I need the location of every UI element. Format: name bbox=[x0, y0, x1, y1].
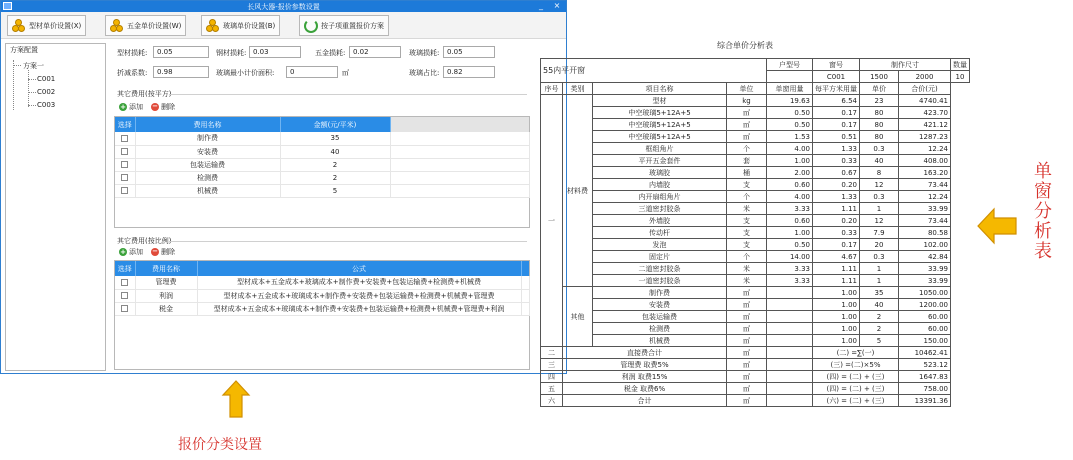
item-total: 33.99 bbox=[899, 275, 951, 287]
item-price: 20 bbox=[860, 239, 899, 251]
col-header: 合价(元) bbox=[899, 83, 951, 95]
summary-name: 管理费 取费5% bbox=[563, 359, 727, 371]
fees-area-add-button[interactable]: + 添加 bbox=[120, 103, 143, 111]
table-row[interactable]: 管理费 型材成本+五金成本+玻璃成本+制作费+安装费+包装运输费+检测费+机械费 bbox=[115, 276, 529, 289]
item-total: 80.58 bbox=[899, 227, 951, 239]
item-unit: 套 bbox=[727, 155, 767, 167]
item-name: 平开五金套件 bbox=[593, 155, 727, 167]
item-unit: ㎡ bbox=[727, 107, 767, 119]
seq-cell: 四 bbox=[541, 371, 563, 383]
item-per: 1.11 bbox=[813, 275, 860, 287]
item-unit: 个 bbox=[727, 191, 767, 203]
item-per: 1.11 bbox=[813, 203, 860, 215]
discount-input[interactable] bbox=[153, 66, 209, 78]
other-fee-row bbox=[541, 335, 970, 347]
item-total: 1200.00 bbox=[899, 299, 951, 311]
item-use: 0.50 bbox=[767, 239, 813, 251]
table-row[interactable]: 包装运输费 2 bbox=[115, 158, 529, 171]
material-row bbox=[541, 119, 970, 131]
profile-loss-label: 型材损耗: bbox=[117, 49, 148, 57]
h-code: 窗号 bbox=[813, 59, 860, 71]
arrow-up-icon bbox=[221, 379, 251, 419]
h-size: 制作尺寸 bbox=[860, 59, 951, 71]
item-price: 2 bbox=[860, 311, 899, 323]
row-checkbox[interactable] bbox=[121, 174, 128, 181]
item-per: 0.20 bbox=[813, 179, 860, 191]
item-use: 0.60 bbox=[767, 215, 813, 227]
fees-ratio-add-button[interactable]: + 添加 bbox=[120, 248, 143, 256]
summary-row bbox=[541, 359, 970, 371]
qty-value: 10 bbox=[951, 71, 970, 83]
summary-unit: ㎡ bbox=[727, 347, 767, 359]
fees-ratio-title: 其它费用(按比例) bbox=[117, 237, 172, 245]
item-name: 发泡 bbox=[593, 239, 727, 251]
material-row bbox=[541, 215, 970, 227]
plus-icon: + bbox=[120, 248, 126, 256]
plus-icon: + bbox=[120, 103, 126, 111]
summary-formula: (四) = (二) + (三) bbox=[813, 383, 899, 395]
annotation-single-window-analysis: 单窗分析表 bbox=[1034, 161, 1052, 262]
scheme-tree bbox=[5, 43, 106, 371]
seq-cell: 五 bbox=[541, 383, 563, 395]
summary-total: 1647.83 bbox=[899, 371, 951, 383]
fees-area-title: 其它费用(按平方) bbox=[117, 90, 172, 98]
item-price: 40 bbox=[860, 155, 899, 167]
item-price: 1 bbox=[860, 275, 899, 287]
item-total: 421.12 bbox=[899, 119, 951, 131]
item-name: 传动杆 bbox=[593, 227, 727, 239]
tree-node-c001[interactable]: C001 bbox=[37, 75, 56, 83]
col-header: 单位 bbox=[727, 83, 767, 95]
minus-icon: − bbox=[152, 247, 158, 255]
item-price: 80 bbox=[860, 131, 899, 143]
item-per: 1.33 bbox=[813, 143, 860, 155]
item-per: 4.67 bbox=[813, 251, 860, 263]
summary-row bbox=[541, 371, 970, 383]
summary-empty bbox=[767, 347, 813, 359]
hardware-loss-label: 五金损耗: bbox=[315, 49, 346, 57]
window-name: 55内平开窗 bbox=[541, 59, 767, 83]
summary-formula: (三) =(二)×5% bbox=[813, 359, 899, 371]
material-row bbox=[541, 251, 970, 263]
item-name: 二道密封胶条 bbox=[593, 263, 727, 275]
material-row bbox=[541, 131, 970, 143]
item-name: 中空玻璃5+12A+5 bbox=[593, 119, 727, 131]
item-total: 150.00 bbox=[899, 335, 951, 347]
item-per: 6.54 bbox=[813, 95, 860, 107]
item-unit: ㎡ bbox=[727, 311, 767, 323]
item-name: 中空玻璃5+12A+5 bbox=[593, 107, 727, 119]
item-name: 安装费 bbox=[593, 299, 727, 311]
minimize-button[interactable]: _ bbox=[539, 1, 543, 10]
item-use: 4.00 bbox=[767, 143, 813, 155]
item-per: 0.20 bbox=[813, 215, 860, 227]
item-unit: 米 bbox=[727, 263, 767, 275]
item-total: 1050.00 bbox=[899, 287, 951, 299]
material-row bbox=[541, 263, 970, 275]
material-row bbox=[541, 107, 970, 119]
row-checkbox[interactable] bbox=[121, 305, 128, 312]
coins-icon bbox=[110, 19, 124, 33]
item-use: 1.00 bbox=[767, 155, 813, 167]
item-total: 12.24 bbox=[899, 143, 951, 155]
other-fee-row bbox=[541, 311, 970, 323]
summary-empty bbox=[767, 359, 813, 371]
item-price: 1 bbox=[860, 263, 899, 275]
item-price: 23 bbox=[860, 95, 899, 107]
item-price: 40 bbox=[860, 299, 899, 311]
profile-loss-input[interactable] bbox=[153, 46, 209, 58]
fees-area-grid bbox=[114, 116, 530, 228]
item-use: 0.50 bbox=[767, 107, 813, 119]
item-price: 7.9 bbox=[860, 227, 899, 239]
summary-empty bbox=[767, 395, 813, 407]
tree-node-c003[interactable]: C003 bbox=[37, 101, 56, 109]
item-total: 4740.41 bbox=[899, 95, 951, 107]
item-per: 1.00 bbox=[813, 335, 860, 347]
col-select: 选择 bbox=[115, 261, 135, 276]
summary-total: 10462.41 bbox=[899, 347, 951, 359]
item-per: 0.33 bbox=[813, 227, 860, 239]
coins-icon bbox=[12, 19, 26, 33]
fees-ratio-grid bbox=[114, 260, 530, 370]
width-value: 1500 bbox=[860, 71, 899, 83]
table-row[interactable]: 利润 型材成本+五金成本+玻璃成本+制作费+安装费+包装运输费+检测费+机械费+管理费 bbox=[115, 289, 529, 302]
col-header: 单窗用量 bbox=[767, 83, 813, 95]
report-title: 综合单价分析表 bbox=[717, 41, 773, 50]
item-use: 2.00 bbox=[767, 167, 813, 179]
item-total: 42.84 bbox=[899, 251, 951, 263]
height-value: 2000 bbox=[899, 71, 951, 83]
item-per: 0.17 bbox=[813, 239, 860, 251]
item-unit: ㎡ bbox=[727, 287, 767, 299]
minus-icon: − bbox=[152, 102, 158, 110]
item-use: 3.33 bbox=[767, 275, 813, 287]
item-unit: 支 bbox=[727, 215, 767, 227]
col-select: 选择 bbox=[115, 117, 135, 132]
item-price: 5 bbox=[860, 335, 899, 347]
other-fee-row bbox=[541, 287, 970, 299]
seq-cell: 一 bbox=[541, 95, 563, 347]
h-type: 户型号 bbox=[767, 59, 813, 71]
material-row bbox=[541, 203, 970, 215]
item-name: 制作费 bbox=[593, 287, 727, 299]
col-amount: 金额(元/平米) bbox=[280, 117, 390, 132]
item-unit: ㎡ bbox=[727, 323, 767, 335]
item-name: 型材 bbox=[593, 95, 727, 107]
item-price: 80 bbox=[860, 107, 899, 119]
tree-node-c002[interactable]: C002 bbox=[37, 88, 56, 96]
tree-header: 方案配置 bbox=[10, 46, 38, 54]
other-fee-row bbox=[541, 323, 970, 335]
item-name: 外墙胶 bbox=[593, 215, 727, 227]
item-total: 102.00 bbox=[899, 239, 951, 251]
row-checkbox[interactable] bbox=[121, 187, 128, 194]
glass-ratio-label: 玻璃占比: bbox=[409, 69, 440, 77]
material-row bbox=[541, 239, 970, 251]
summary-row bbox=[541, 383, 970, 395]
item-unit: kg bbox=[727, 95, 767, 107]
code-value: C001 bbox=[813, 71, 860, 83]
summary-name: 税金 取费6% bbox=[563, 383, 727, 395]
item-name: 玻璃胶 bbox=[593, 167, 727, 179]
steel-loss-input[interactable] bbox=[249, 46, 301, 58]
item-total: 163.20 bbox=[899, 167, 951, 179]
table-row[interactable]: 检测费 2 bbox=[115, 171, 529, 184]
summary-name: 直接费合计 bbox=[563, 347, 727, 359]
glass-min-area-input[interactable] bbox=[286, 66, 338, 78]
item-total: 73.44 bbox=[899, 215, 951, 227]
summary-unit: ㎡ bbox=[727, 383, 767, 395]
item-per: 1.11 bbox=[813, 263, 860, 275]
table-row[interactable]: 制作费 35 bbox=[115, 132, 529, 145]
item-name: 机械费 bbox=[593, 335, 727, 347]
summary-unit: ㎡ bbox=[727, 359, 767, 371]
item-price: 8 bbox=[860, 167, 899, 179]
toolbar bbox=[1, 12, 566, 39]
summary-total: 523.12 bbox=[899, 359, 951, 371]
item-per: 0.17 bbox=[813, 119, 860, 131]
material-row bbox=[541, 179, 970, 191]
row-checkbox[interactable] bbox=[121, 279, 128, 286]
row-checkbox[interactable] bbox=[121, 148, 128, 155]
item-use bbox=[767, 323, 813, 335]
fees-area-delete-button[interactable]: − 删除 bbox=[152, 102, 175, 111]
item-use: 19.63 bbox=[767, 95, 813, 107]
item-name: 包装运输费 bbox=[593, 311, 727, 323]
material-row bbox=[541, 167, 970, 179]
hardware-loss-input[interactable] bbox=[349, 46, 401, 58]
col-header: 项目名称 bbox=[593, 83, 727, 95]
item-unit: 支 bbox=[727, 239, 767, 251]
unit-price-analysis-table bbox=[540, 58, 970, 407]
close-button[interactable]: × bbox=[553, 1, 561, 10]
item-price: 12 bbox=[860, 179, 899, 191]
table-row[interactable]: 安装费 40 bbox=[115, 145, 529, 158]
item-total: 408.00 bbox=[899, 155, 951, 167]
item-use: 1.00 bbox=[767, 227, 813, 239]
item-per: 0.51 bbox=[813, 131, 860, 143]
item-unit: 米 bbox=[727, 203, 767, 215]
summary-unit: ㎡ bbox=[727, 371, 767, 383]
summary-formula: (二) =∑(一) bbox=[813, 347, 899, 359]
summary-row bbox=[541, 395, 970, 407]
category-cell: 材料费 bbox=[563, 95, 593, 287]
type-value bbox=[767, 71, 813, 83]
annotation-quote-category-settings: 报价分类设置 bbox=[178, 437, 262, 453]
item-unit: 米 bbox=[727, 275, 767, 287]
grid-header-row bbox=[115, 117, 529, 132]
item-use: 0.60 bbox=[767, 179, 813, 191]
item-total: 73.44 bbox=[899, 179, 951, 191]
profile-price-button[interactable]: 型材单价设置(X) bbox=[7, 15, 86, 36]
summary-empty bbox=[767, 383, 813, 395]
material-row bbox=[541, 95, 970, 107]
item-per: 1.00 bbox=[813, 323, 860, 335]
col-header: 单价 bbox=[860, 83, 899, 95]
col-formula: 公式 bbox=[197, 261, 521, 276]
material-row bbox=[541, 191, 970, 203]
item-price: 35 bbox=[860, 287, 899, 299]
item-price: 2 bbox=[860, 323, 899, 335]
h-qty: 数量 bbox=[951, 59, 970, 71]
item-unit: 支 bbox=[727, 227, 767, 239]
item-per: 1.33 bbox=[813, 191, 860, 203]
item-name: 三道密封胶条 bbox=[593, 203, 727, 215]
window-title: 长风大器-报价参数设置 bbox=[247, 3, 320, 11]
table-row[interactable]: 税金 型材成本+五金成本+玻璃成本+制作费+安装费+包装运输费+检测费+机械费+管理费+利润 bbox=[115, 302, 529, 315]
fees-ratio-delete-button[interactable]: − 删除 bbox=[152, 247, 175, 256]
item-per: 1.00 bbox=[813, 299, 860, 311]
item-name: 框组角片 bbox=[593, 143, 727, 155]
seq-cell: 三 bbox=[541, 359, 563, 371]
quote-settings-window bbox=[0, 0, 567, 374]
item-price: 12 bbox=[860, 215, 899, 227]
col-fee-name: 费用名称 bbox=[135, 261, 197, 276]
item-unit: ㎡ bbox=[727, 119, 767, 131]
summary-empty bbox=[767, 371, 813, 383]
material-row bbox=[541, 143, 970, 155]
discount-label: 折减系数: bbox=[117, 69, 148, 77]
item-name: 检测费 bbox=[593, 323, 727, 335]
item-use bbox=[767, 335, 813, 347]
summary-row bbox=[541, 347, 970, 359]
steel-loss-label: 钢材损耗: bbox=[216, 49, 247, 57]
category-cell: 其他 bbox=[563, 287, 593, 347]
summary-unit: ㎡ bbox=[727, 395, 767, 407]
hardware-price-button[interactable]: 五金单价设置(W) bbox=[105, 15, 186, 36]
summary-name: 合计 bbox=[563, 395, 727, 407]
col-fee-name: 费用名称 bbox=[135, 117, 280, 132]
arrow-left-icon bbox=[976, 207, 1018, 245]
other-fee-row bbox=[541, 299, 970, 311]
item-use: 0.50 bbox=[767, 119, 813, 131]
glass-loss-input[interactable] bbox=[443, 46, 495, 58]
item-price: 0.3 bbox=[860, 251, 899, 263]
item-total: 423.70 bbox=[899, 107, 951, 119]
item-per: 1.00 bbox=[813, 287, 860, 299]
refresh-icon bbox=[304, 19, 318, 33]
item-unit: 支 bbox=[727, 179, 767, 191]
item-total: 12.24 bbox=[899, 191, 951, 203]
title-bar[interactable] bbox=[1, 1, 566, 12]
summary-total: 758.00 bbox=[899, 383, 951, 395]
item-unit: ㎡ bbox=[727, 131, 767, 143]
glass-min-area-label: 玻璃最小计价面积: bbox=[216, 69, 275, 77]
item-use bbox=[767, 299, 813, 311]
coins-icon bbox=[206, 19, 220, 33]
glass-price-button[interactable]: 玻璃单价设置(B) bbox=[201, 15, 280, 36]
item-total: 1287.23 bbox=[899, 131, 951, 143]
glass-loss-label: 玻璃损耗: bbox=[409, 49, 440, 57]
material-row bbox=[541, 275, 970, 287]
item-price: 0.3 bbox=[860, 143, 899, 155]
item-price: 1 bbox=[860, 203, 899, 215]
column-header-row bbox=[541, 83, 970, 95]
item-use: 14.00 bbox=[767, 251, 813, 263]
item-unit: 桶 bbox=[727, 167, 767, 179]
row-checkbox[interactable] bbox=[121, 135, 128, 142]
col-header: 每平方米用量 bbox=[813, 83, 860, 95]
summary-name: 利润 取费15% bbox=[563, 371, 727, 383]
item-per: 0.67 bbox=[813, 167, 860, 179]
item-price: 0.3 bbox=[860, 191, 899, 203]
area-unit: ㎡ bbox=[342, 69, 349, 77]
glass-ratio-input[interactable] bbox=[443, 66, 495, 78]
item-total: 60.00 bbox=[899, 323, 951, 335]
tree-node-root[interactable]: 方案一 bbox=[23, 62, 44, 70]
table-row[interactable]: 机械费 5 bbox=[115, 184, 529, 197]
summary-formula: (六) = (二) + (三) bbox=[813, 395, 899, 407]
material-row bbox=[541, 227, 970, 239]
col-header: 类别 bbox=[563, 83, 593, 95]
report-header-row bbox=[541, 59, 970, 71]
item-name: 内开扇组角片 bbox=[593, 191, 727, 203]
row-checkbox[interactable] bbox=[121, 161, 128, 168]
material-row bbox=[541, 155, 970, 167]
item-use: 1.53 bbox=[767, 131, 813, 143]
item-total: 33.99 bbox=[899, 203, 951, 215]
item-name: 一道密封胶条 bbox=[593, 275, 727, 287]
item-name: 内墙胶 bbox=[593, 179, 727, 191]
item-name: 固定片 bbox=[593, 251, 727, 263]
item-use bbox=[767, 311, 813, 323]
item-unit: 个 bbox=[727, 143, 767, 155]
col-header: 序号 bbox=[541, 83, 563, 95]
summary-total: 13391.36 bbox=[899, 395, 951, 407]
item-price: 80 bbox=[860, 119, 899, 131]
item-per: 0.33 bbox=[813, 155, 860, 167]
item-use: 3.33 bbox=[767, 263, 813, 275]
row-checkbox[interactable] bbox=[121, 292, 128, 299]
item-total: 60.00 bbox=[899, 311, 951, 323]
item-unit: ㎡ bbox=[727, 299, 767, 311]
item-name: 中空玻璃5+12A+5 bbox=[593, 131, 727, 143]
item-per: 1.00 bbox=[813, 311, 860, 323]
item-use bbox=[767, 287, 813, 299]
item-total: 33.99 bbox=[899, 263, 951, 275]
seq-cell: 二 bbox=[541, 347, 563, 359]
item-use: 4.00 bbox=[767, 191, 813, 203]
grid-header-row bbox=[115, 261, 529, 276]
item-per: 0.17 bbox=[813, 107, 860, 119]
seq-cell: 六 bbox=[541, 395, 563, 407]
item-unit: ㎡ bbox=[727, 335, 767, 347]
item-use: 3.33 bbox=[767, 203, 813, 215]
summary-formula: (四) = (二) + (三) bbox=[813, 371, 899, 383]
item-unit: 个 bbox=[727, 251, 767, 263]
reset-scheme-button[interactable]: 按子项重置报价方案 bbox=[299, 15, 389, 36]
